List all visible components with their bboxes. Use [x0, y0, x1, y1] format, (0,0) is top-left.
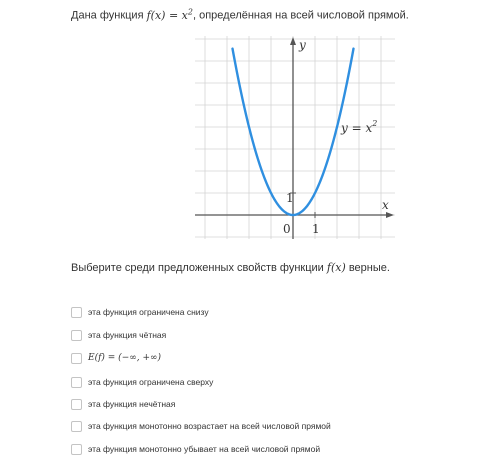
option-even[interactable]: [71, 328, 166, 342]
option-label: эта функция монотонно возрастает на всей числовой прямой: [88, 421, 331, 431]
option-label: E(f) = (−∞, +∞): [88, 353, 162, 363]
function-exponent: 2: [187, 7, 193, 16]
x-axis-arrow: [386, 212, 394, 218]
checkbox[interactable]: [71, 353, 82, 364]
option-label: эта функция ограничена снизу: [88, 307, 209, 317]
x-axis-label: x: [382, 198, 389, 212]
graph-axes: [195, 37, 394, 239]
statement-suffix: , определённая на всей числовой прямой.: [192, 9, 409, 22]
function-formula-base: f(x) = x: [146, 8, 188, 22]
option-bounded-below[interactable]: [71, 305, 209, 319]
y-axis-arrow: [290, 37, 296, 45]
checkbox[interactable]: [71, 421, 82, 432]
option-label: эта функция монотонно убывает на всей числовой прямой: [88, 444, 321, 454]
question-suffix: верные.: [348, 262, 390, 274]
curve-label: [340, 119, 377, 135]
statement-prefix: Дана функция: [71, 9, 144, 22]
option-label: эта функция чётная: [88, 330, 167, 340]
option-label: эта функция нечётная: [88, 399, 176, 409]
curve-label-base: y = x: [341, 121, 373, 135]
question-prefix: Выберите среди предложенных свойств функции: [71, 262, 324, 274]
task-statement: [71, 4, 409, 24]
x-tick-label: 1: [312, 222, 320, 236]
option-increasing[interactable]: [71, 419, 331, 433]
option-range[interactable]: [71, 351, 161, 365]
y-tick-label: 1: [286, 191, 294, 205]
question-function: f(x): [326, 261, 346, 274]
option-odd[interactable]: [71, 397, 175, 411]
option-decreasing[interactable]: [71, 442, 320, 456]
y-axis-label: y: [299, 38, 306, 52]
graph-grid: [195, 36, 395, 239]
checkbox[interactable]: [71, 444, 82, 455]
curve-label-exponent: 2: [372, 119, 378, 128]
checkbox[interactable]: [71, 330, 82, 341]
checkbox[interactable]: [71, 377, 82, 388]
option-bounded-above[interactable]: [71, 375, 213, 389]
checkbox[interactable]: [71, 399, 82, 410]
option-label: эта функция ограничена сверху: [88, 377, 214, 387]
function-formula: [147, 9, 193, 22]
function-graph: [195, 36, 395, 239]
question-text: [71, 260, 390, 276]
checkbox[interactable]: [71, 307, 82, 318]
origin-label: 0: [283, 222, 291, 236]
